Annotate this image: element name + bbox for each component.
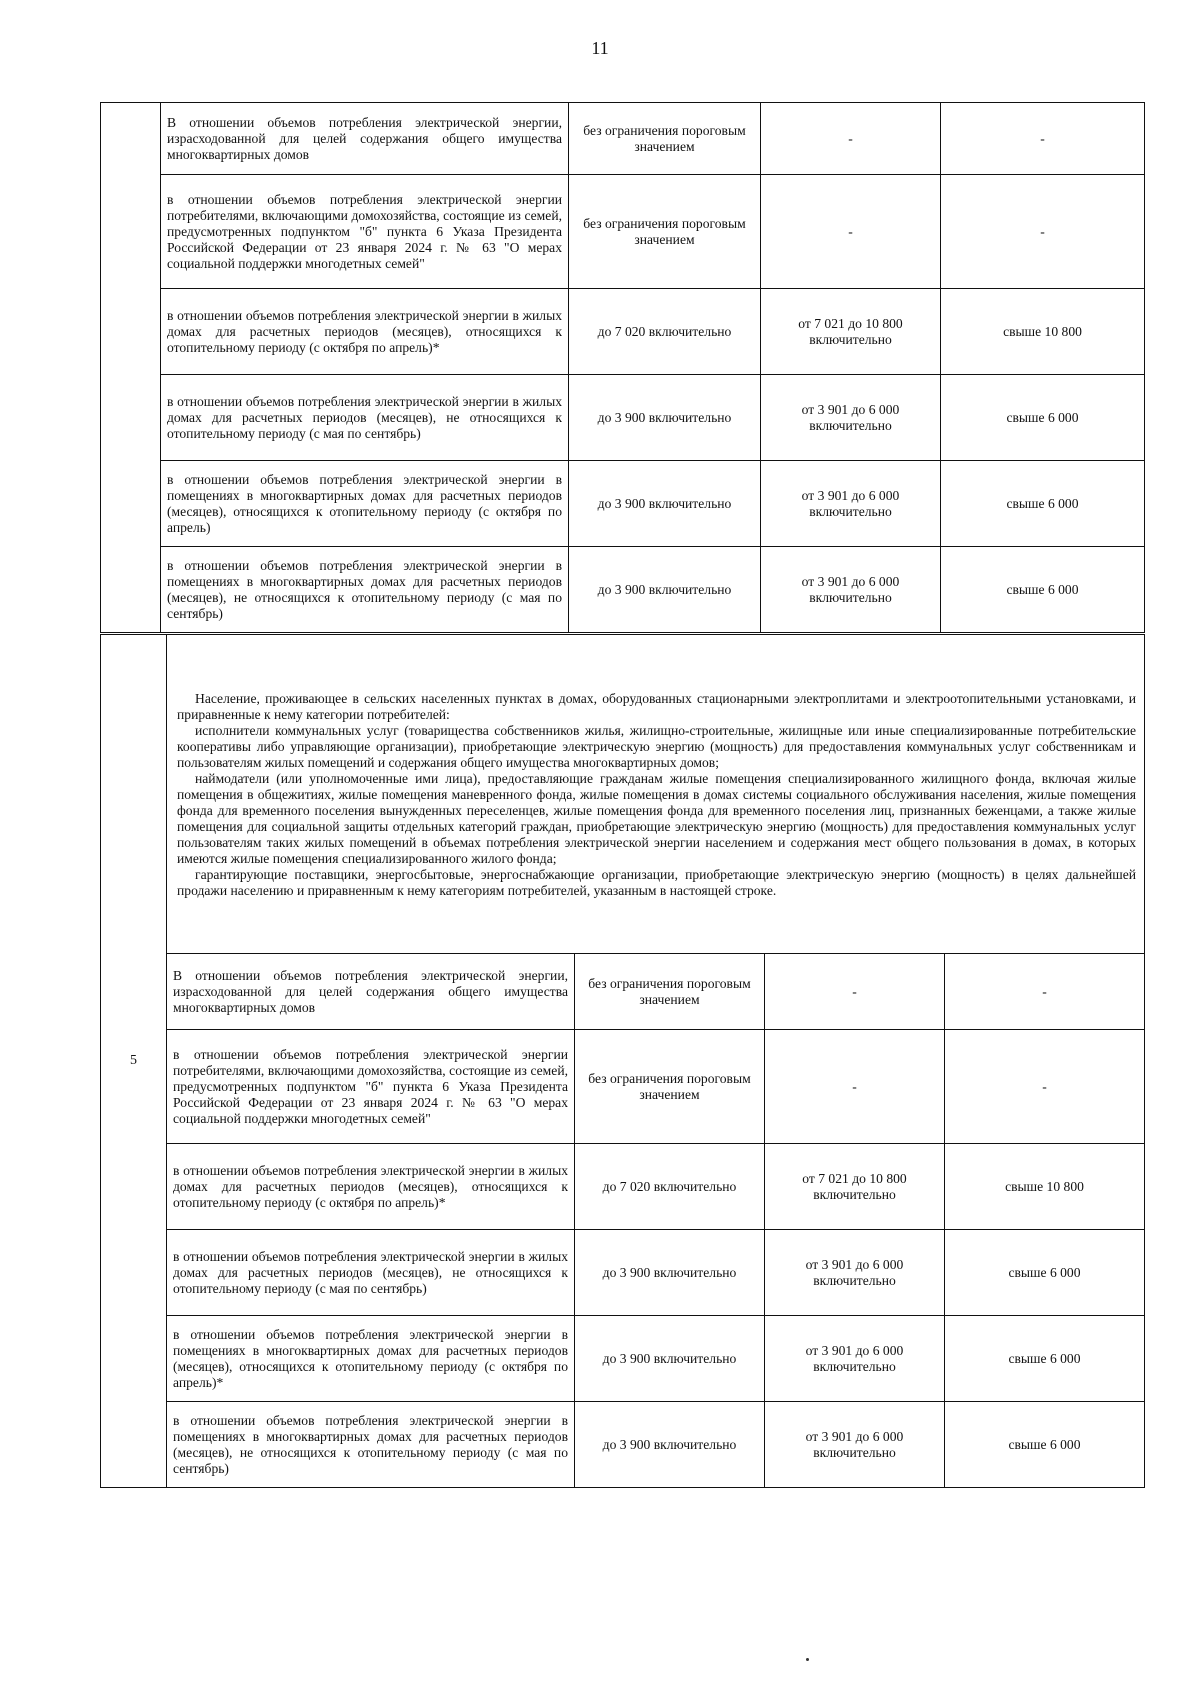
category-paragraph: исполнители коммунальных услуг (товарищества собственников жилья, жилищно-строительные, жилищные или иные специализированные потребительские кооперативы либо управляющие организации), приобретающие электрическую энергию (мощность) для предоставления коммунальных услуг собственникам и пользователям жилых помещений и содержания общего имущества многоквартирных домов; [177,723,1136,770]
threshold-range-3: свыше 6 000 [941,461,1145,547]
threshold-range-1: до 3 900 включительно [575,1230,765,1316]
table-row [101,1316,1145,1402]
consumption-label: в отношении объемов потребления электрической энергии в помещениях в многоквартирных домах для расчетных периодов (месяцев), относящихся к отопительному периоду (с октября по апрель) [161,461,569,547]
threshold-range-1: до 3 900 включительно [575,1316,765,1402]
table-row [101,175,1145,289]
threshold-range-2: - [761,103,941,175]
consumption-label: в отношении объемов потребления электрической энергии в жилых домах для расчетных периодов (месяцев), относящихся к отопительному периоду (с октября по апрель)* [167,1144,575,1230]
category-paragraph: Население, проживающее в сельских населенных пунктах в домах, оборудованных стационарными электроплитами и электроотопительными установками, и приравненные к нему категории потребителей: [177,691,1136,722]
consumer-category-description [167,635,1145,954]
threshold-range-1: до 3 900 включительно [575,1402,765,1488]
category-paragraph: наймодатели (или уполномоченные ими лица), предоставляющие гражданам жилые помещения специализированного жилищного фонда, включая жилые помещения в общежитиях, жилые помещения маневренного фонда, жилые помещения в домах системы социального обслуживания населения, жилые помещения фонда для временного поселения вынужденных переселенцев, жилые помещения фонда для временного поселения лиц, признанных беженцами, а также жилые помещения для социальной защиты отдельных категорий граждан, приобретающие электрическую энергию (мощность) для предоставления коммунальных услуг пользователям таких жилых помещений в объемах потребления электрической энергии населением и содержания мест общего пользования в домах, в которых имеются жилые помещения специализированного жилого фонда; [177,771,1136,866]
table-row [101,547,1145,633]
consumption-label: В отношении объемов потребления электрической энергии, израсходованной для целей содержания общего имущества многоквартирных домов [167,954,575,1030]
consumption-label: В отношении объемов потребления электрической энергии, израсходованной для целей содержания общего имущества многоквартирных домов [161,103,569,175]
section-number: 5 [101,635,167,1488]
threshold-range-1: без ограничения пороговым значением [575,954,765,1030]
threshold-range-2: от 3 901 до 6 000 включительно [765,1316,945,1402]
threshold-range-3: свыше 6 000 [945,1316,1145,1402]
table-row [101,461,1145,547]
table-row [101,289,1145,375]
threshold-range-1: до 3 900 включительно [569,461,761,547]
threshold-range-2: от 3 901 до 6 000 включительно [761,461,941,547]
table-row [101,954,1145,1030]
row-number-cell [101,103,161,633]
category-row [101,635,1145,954]
threshold-range-2: от 3 901 до 6 000 включительно [765,1402,945,1488]
threshold-range-2: от 3 901 до 6 000 включительно [761,375,941,461]
table-row [101,1230,1145,1316]
threshold-range-2: от 7 021 до 10 800 включительно [765,1144,945,1230]
threshold-range-1: до 7 020 включительно [575,1144,765,1230]
consumption-label: в отношении объемов потребления электрической энергии в жилых домах для расчетных периодов (месяцев), относящихся к отопительному периоду (с октября по апрель)* [161,289,569,375]
consumption-label: в отношении объемов потребления электрической энергии в жилых домах для расчетных периодов (месяцев), не относящихся к отопительному периоду (с мая по сентябрь) [161,375,569,461]
threshold-range-1: до 3 900 включительно [569,375,761,461]
consumption-label: в отношении объемов потребления электрической энергии в жилых домах для расчетных периодов (месяцев), не относящихся к отопительному периоду (с мая по сентябрь) [167,1230,575,1316]
threshold-range-3: - [941,103,1145,175]
threshold-range-3: свыше 10 800 [941,289,1145,375]
threshold-range-3: свыше 6 000 [945,1230,1145,1316]
threshold-range-1: без ограничения пороговым значением [569,103,761,175]
consumption-label: в отношении объемов потребления электрической энергии в помещениях в многоквартирных домах для расчетных периодов (месяцев), не относящихся к отопительному периоду (с мая по сентябрь) [167,1402,575,1488]
threshold-range-3: - [941,175,1145,289]
threshold-range-2: - [761,175,941,289]
table-row [101,375,1145,461]
tariff-table-section-5 [100,634,1145,1488]
consumption-label: в отношении объемов потребления электрической энергии в помещениях в многоквартирных домах для расчетных периодов (месяцев), относящихся к отопительному периоду (с октября по апрель)* [167,1316,575,1402]
threshold-range-2: - [765,954,945,1030]
threshold-range-2: от 3 901 до 6 000 включительно [761,547,941,633]
threshold-range-1: до 7 020 включительно [569,289,761,375]
table-row [101,1144,1145,1230]
tariff-table-continued [100,102,1145,633]
consumption-label: в отношении объемов потребления электрической энергии потребителями, включающими домохозяйства, состоящие из семей, предусмотренных подпунктом "б" пункта 6 Указа Президента Российской Федерации от 23 января 2024 г. № 63 "О мерах социальной поддержки многодетных семей" [161,175,569,289]
threshold-range-3: свыше 6 000 [941,547,1145,633]
consumption-label: в отношении объемов потребления электрической энергии потребителями, включающими домохозяйства, состоящие из семей, предусмотренных подпунктом "б" пункта 6 Указа Президента Российской Федерации от 23 января 2024 г. № 63 "О мерах социальной поддержки многодетных семей" [167,1030,575,1144]
page-number: 11 [591,38,609,58]
threshold-range-2: от 7 021 до 10 800 включительно [761,289,941,375]
threshold-range-1: без ограничения пороговым значением [569,175,761,289]
threshold-range-3: свыше 10 800 [945,1144,1145,1230]
category-paragraph: гарантирующие поставщики, энергосбытовые, энергоснабжающие организации, приобретающие электрическую энергию (мощность) в целях дальнейшей продажи населению и приравненным к нему категориям потребителей, указанным в настоящей строке. [177,867,1136,898]
threshold-range-2: от 3 901 до 6 000 включительно [765,1230,945,1316]
threshold-range-3: - [945,1030,1145,1144]
table-row [101,1402,1145,1488]
threshold-range-2: - [765,1030,945,1144]
table-row [101,103,1145,175]
threshold-range-1: без ограничения пороговым значением [575,1030,765,1144]
threshold-range-3: - [945,954,1145,1030]
scan-dot [806,1658,809,1661]
threshold-range-1: до 3 900 включительно [569,547,761,633]
threshold-range-3: свыше 6 000 [941,375,1145,461]
consumption-label: в отношении объемов потребления электрической энергии в помещениях в многоквартирных домах для расчетных периодов (месяцев), не относящихся к отопительному периоду (с мая по сентябрь) [161,547,569,633]
table-row [101,1030,1145,1144]
threshold-range-3: свыше 6 000 [945,1402,1145,1488]
